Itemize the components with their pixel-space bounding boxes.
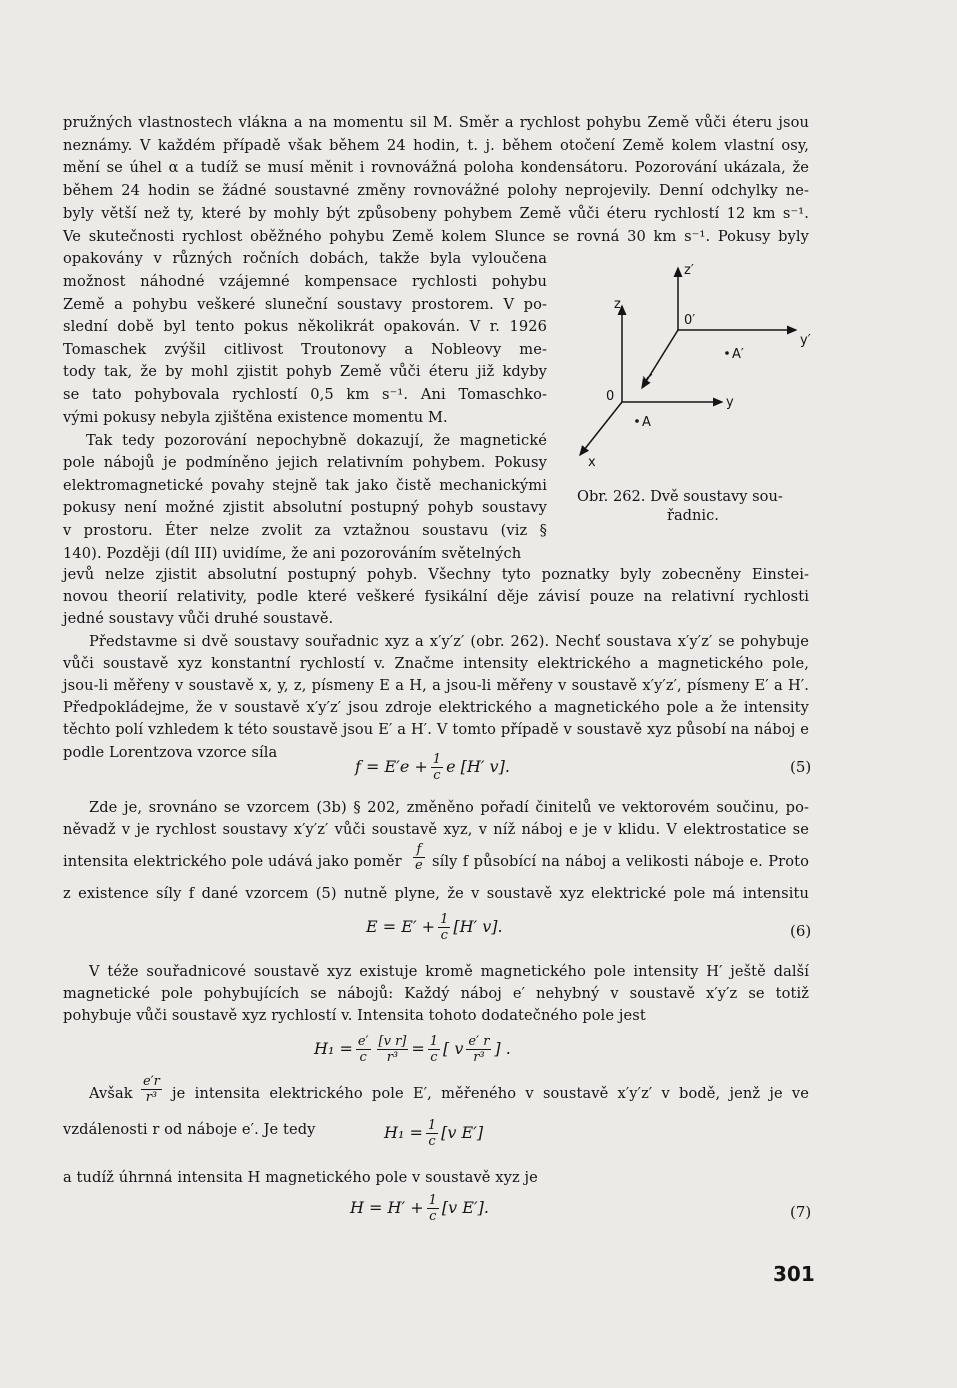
text-line: vými pokusy nebyla zjištěna existence momentu M. bbox=[63, 409, 448, 426]
text-line: síly f působící na náboj a velikosti náboje e. Proto bbox=[432, 853, 809, 870]
text-line: Avšak bbox=[89, 1085, 133, 1102]
text-line: intensita elektrického pole udává jako poměr bbox=[63, 853, 402, 870]
text-line: během 24 hodin se žádné soustavné změny rovnovážné polohy neprojevily. Denní odchylky ne- bbox=[63, 182, 809, 199]
point-a: A bbox=[642, 415, 651, 430]
text-line: mění se úhel α a tudíž se musí měnit i rovnovážná poloha kondensátoru. Pozorování ukázala, že bbox=[63, 159, 809, 176]
text-line: Tak tedy pozorování nepochybně dokazují, že magnetické bbox=[86, 432, 547, 449]
text-line: vůči soustavě xyz konstantní rychlostí v. Značme intensity elektrického a magnetického pole, bbox=[63, 655, 809, 672]
equation-7: H = H′ + $\frac{1}{c}$ [v E′]. bbox=[350, 1193, 489, 1224]
label-x: x bbox=[588, 455, 596, 470]
text-line: pohybuje vůči soustavě xyz rychlostí v. Intensita tohoto dodatečného pole jest bbox=[63, 1007, 646, 1024]
text-line: se tato pohybovala rychlostí 0,5 km s⁻¹. Ani Tomaschko- bbox=[63, 386, 547, 403]
label-x-prime: x′ bbox=[642, 373, 653, 388]
label-o: 0 bbox=[606, 389, 615, 404]
text-line: je intensita elektrického pole E′, měřeného v soustavě x′y′z′ v bodě, jenž je ve bbox=[172, 1085, 809, 1102]
text-line: 140). Později (díl III) uvidíme, že ani pozorováním světelných bbox=[63, 545, 522, 562]
equation-number: (5) bbox=[790, 758, 812, 776]
label-z: z bbox=[614, 297, 621, 312]
text-line: pružných vlastnostech vlákna a na momentu sil M. Směr a rychlost pohybu Země vůči éteru jsou bbox=[63, 114, 809, 131]
text-line: Ve skutečnosti rychlost oběžného pohybu Země kolem Slunce se rovná 30 km s⁻¹. Pokusy byly bbox=[63, 228, 809, 245]
equation-5: f = E′e + $\frac{1}{c}$ e [H′ v]. bbox=[355, 752, 510, 783]
text-line: z existence síly f dané vzorcem (5) nutně plyne, že v soustavě xyz elektrické pole má intensitu bbox=[63, 885, 809, 902]
text-line: V téže souřadnicové soustavě xyz existuje kromě magnetického pole intensity H′ ještě další bbox=[89, 963, 809, 980]
text-line: něvadž v je rychlost soustavy x′y′z′ vůči soustavě xyz, v níž náboj e je v klidu. V elektrostatice se bbox=[63, 821, 809, 838]
text-line: slední době byl tento pokus několikrát opakován. V r. 1926 bbox=[63, 318, 547, 335]
text-line: Země a pohybu veškeré sluneční soustavy prostorem. V po- bbox=[63, 296, 547, 313]
axis-x bbox=[580, 402, 622, 455]
text-line: magnetické pole pohybujících se nábojů: Každý náboj e′ nehybný v soustavě x′y′z se totiž bbox=[63, 985, 809, 1002]
equation-h1-expansion: H₁ = $\frac{e'}{c}$ $\frac{\text{[v r]}}{\text{r³}}$ = $\frac{1}{c}$ [ v $\frac{e' r}{\text{r³}}$ ] . bbox=[314, 1034, 511, 1065]
text-line: novou theorií relativity, podle které veškeré fysikální děje závisí pouze na relativní rychlosti bbox=[63, 588, 809, 605]
equation-number: (7) bbox=[790, 1203, 812, 1221]
point-a-dot bbox=[635, 419, 639, 423]
text-line: elektromagnetické povahy stejně tak jako čistě mechanickými bbox=[63, 477, 547, 494]
inline-fraction: $\frac{f}{e}$ bbox=[415, 842, 423, 873]
text-line: v prostoru. Éter nelze zvolit za vztažnou soustavu (viz § bbox=[63, 522, 547, 539]
equation-h1: H₁ = $\frac{1}{c}$ [v E′] bbox=[384, 1118, 484, 1149]
text-line: Představme si dvě soustavy souřadnic xyz a x′y′z′ (obr. 262). Nechť soustava x′y′z′ se pohybuje bbox=[89, 633, 809, 650]
label-y-prime: y′ bbox=[800, 333, 811, 348]
text-line: Předpokládejme, že v soustavě x′y′z′ jsou zdroje elektrického a magnetického pole a že intensity bbox=[63, 699, 809, 716]
point-a-prime: A′ bbox=[732, 347, 744, 362]
text-line: Tomaschek zvýšil citlivost Troutonovy a Nobleovy me- bbox=[63, 341, 547, 358]
text-line: pole nábojů je podmíněno jejich relativním pohybem. Pokusy bbox=[63, 454, 547, 471]
text-line: pokusy není možné zjistit absolutní postupný pohyb soustavy bbox=[63, 499, 547, 516]
equation-6: E = E′ + $\frac{1}{c}$ [H′ v]. bbox=[366, 912, 503, 943]
label-o-prime: 0′ bbox=[684, 313, 696, 328]
text-line: a tudíž úhrnná intensita H magnetického pole v soustavě xyz je bbox=[63, 1169, 538, 1186]
coordinate-systems-figure bbox=[570, 260, 830, 480]
equation-number: (6) bbox=[790, 922, 812, 940]
text-line: Zde je, srovnáno se vzorcem (3b) § 202, změněno pořadí činitelů ve vektorovém součinu, po- bbox=[89, 799, 809, 816]
text-line: jedné soustavy vůči druhé soustavě. bbox=[63, 610, 334, 627]
text-line: podle Lorentzova vzorce síla bbox=[63, 744, 278, 761]
text-line: jevů nelze zjistit absolutní postupný pohyb. Všechny tyto poznatky byly zobecněny Einstei- bbox=[63, 566, 809, 583]
label-y: y bbox=[726, 395, 734, 410]
text-line: neznámy. V každém případě však během 24 hodin, t. j. během otočení Země kolem vlastní osy, bbox=[63, 137, 809, 154]
text-line: opakovány v různých ročních dobách, takže byla vyloučena bbox=[63, 250, 547, 267]
text-line: možnost náhodné vzájemné kompensace rychlosti pohybu bbox=[63, 273, 547, 290]
text-line: byly větší než ty, které by mohly být způsobeny pohybem Země vůči éteru rychlostí 12 km s⁻¹. bbox=[63, 205, 809, 222]
text-line: těchto polí vzhledem k této soustavě jsou E′ a H′. V tomto případě v soustavě xyz působí na náboj e bbox=[63, 721, 809, 738]
text-line: tody tak, že by mohl zjistit pohyb Země vůči éteru již kdyby bbox=[63, 363, 547, 380]
inline-fraction: $\frac{e'r}{\text{r³}}$ bbox=[143, 1074, 160, 1105]
page-number: 301 bbox=[773, 1262, 815, 1286]
figure-caption: Obr. 262. Dvě soustavy sou- řadnic. bbox=[577, 488, 783, 524]
point-a-prime-dot bbox=[725, 351, 729, 355]
text-line: vzdálenosti r od náboje e′. Je tedy bbox=[63, 1121, 316, 1138]
label-z-prime: z′ bbox=[684, 263, 694, 278]
text-line: jsou-li měřeny v soustavě x, y, z, písmeny E a H, a jsou-li měřeny v soustavě x′y′z′, písmeny E′ a H′. bbox=[63, 677, 809, 694]
